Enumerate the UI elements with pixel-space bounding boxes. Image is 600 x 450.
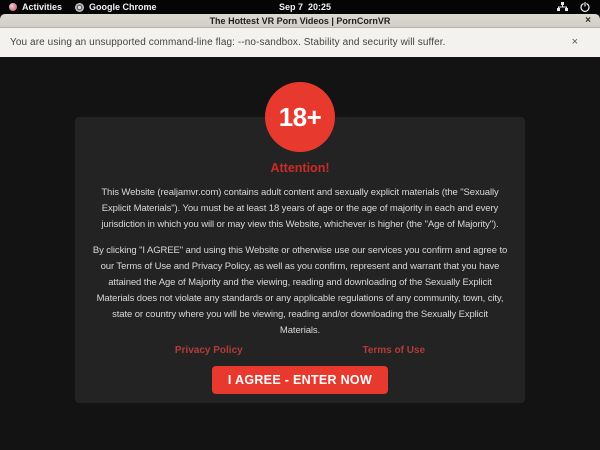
window-titlebar[interactable] <box>0 14 600 28</box>
disclaimer-paragraph-1: This Website (realjamvr.com) contains adult content and sexually explicit materials (the "Sexually Explicit Materials"). You must be at least 18 years of age or the age of majority in each and every jurisdiction in which you will or may view this Website, whichever is higher (the "Age of Majority"). <box>101 187 499 230</box>
power-icon[interactable] <box>580 2 590 12</box>
app-menu-button[interactable]: Google Chrome <box>89 2 157 12</box>
activities-status-icon <box>9 3 17 11</box>
clock-button[interactable]: Sep 7 20:25 <box>278 2 332 12</box>
infobar-close-button[interactable]: × <box>571 36 578 48</box>
privacy-policy-link[interactable]: Privacy Policy <box>174 345 243 356</box>
legal-links-row <box>115 345 485 356</box>
agree-enter-button[interactable]: I AGREE - ENTER NOW <box>212 366 388 394</box>
age-badge: 18+ <box>265 82 335 152</box>
disclaimer-paragraph-2: By clicking "I AGREE" and using this Website or otherwise use our services you confirm and agree to our Terms of Use and Privacy Policy, as well as you confirm, represent and warrant that you have attained the Age of Majority and the viewing, reading and downloading of the Sexually Explicit Materials does not violate any standards or any applicable regulations of any community, town, city, state or country where you will be viewing, reading and/or downloading the Sexually Explicit Materials. <box>92 245 508 336</box>
network-icon[interactable] <box>557 2 568 12</box>
top-bar-right <box>557 2 600 12</box>
top-bar-left <box>0 2 157 12</box>
attention-heading: Attention! <box>270 161 330 175</box>
gnome-top-bar <box>0 0 600 14</box>
page-viewport <box>0 57 600 450</box>
terms-of-use-link[interactable]: Terms of Use <box>362 345 426 356</box>
chrome-app-icon <box>75 3 84 12</box>
window-close-button[interactable]: × <box>585 15 591 26</box>
infobar-message: You are using an unsupported command-line flag: --no-sandbox. Stability and security will suffer. <box>10 37 446 48</box>
chrome-infobar <box>0 28 600 57</box>
window-title: The Hottest VR Porn Videos | PornCornVR <box>209 15 391 26</box>
activities-button[interactable]: Activities <box>22 2 63 12</box>
age-gate-modal <box>75 101 525 403</box>
